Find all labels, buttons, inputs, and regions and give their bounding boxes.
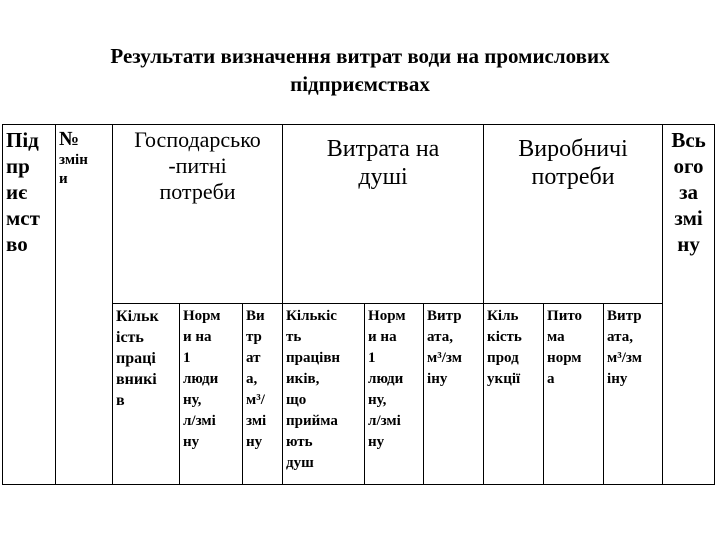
cell-text-line: ну — [246, 434, 263, 450]
enterprise-header — [3, 125, 56, 485]
cell-text-line: норм — [547, 350, 582, 366]
total-per-shift-header — [663, 125, 715, 485]
shifts-header — [56, 125, 113, 485]
title-line-2: підприємствах — [290, 72, 430, 96]
cell-text-line: ість — [116, 329, 144, 346]
cell-text-line: душі — [358, 164, 408, 190]
cell-text-line: Всь — [671, 128, 706, 152]
cell-text-line: Виробничі — [518, 136, 628, 162]
cell-text-line: ть — [286, 329, 302, 345]
cell-text-line: мст — [6, 206, 40, 230]
cell-text-line: іну — [607, 371, 628, 387]
cell-text-line: Норм — [368, 308, 406, 324]
production-consumption-subheader — [604, 304, 663, 485]
cell-text-line: Під — [6, 128, 39, 152]
cell-text-line: м³/зм — [607, 350, 642, 366]
cell-text-line: ата, — [607, 329, 633, 345]
cell-text-line: в — [116, 392, 125, 409]
cell-text-line: м³/зм — [427, 350, 462, 366]
cell-text-line: во — [6, 232, 28, 256]
cell-text-line: пр — [6, 154, 30, 178]
cell-text-line: ну — [183, 434, 200, 450]
cell-text-line: Витрата на — [326, 136, 440, 162]
title-line-1: Результати визначення витрат води на промислових — [110, 44, 610, 68]
cell-text-line: іну — [427, 371, 448, 387]
cell-text-line: м³/ — [246, 392, 265, 408]
cell-text-line: а, — [246, 371, 258, 387]
shower-consumption-subheader — [424, 304, 484, 485]
cell-text-line: змін — [59, 152, 88, 168]
cell-text-line: и — [59, 171, 68, 187]
cell-text-line: ата, — [427, 329, 453, 345]
water-consumption-table — [2, 124, 715, 485]
cell-text-line: укції — [487, 371, 521, 387]
cell-text-line: ну — [368, 434, 385, 450]
cell-text-line: ма — [547, 329, 565, 345]
product-count-header — [484, 304, 544, 485]
cell-text-line: ють — [286, 434, 313, 450]
cell-text-line: а — [547, 371, 555, 387]
cell-text-line: люди — [368, 371, 404, 387]
production-needs-header — [484, 125, 663, 304]
cell-text-line: душ — [286, 455, 314, 471]
cell-text-line: потреби — [531, 164, 615, 190]
cell-text-line: за — [679, 180, 699, 204]
cell-text-line: ну, — [368, 392, 387, 408]
cell-text-line: Кіль — [487, 308, 519, 324]
cell-text-line: Норм — [183, 308, 221, 324]
cell-text-line: 1 — [368, 350, 376, 366]
cell-text-line: ну — [677, 232, 700, 256]
cell-text-line: Витр — [607, 308, 642, 324]
household-needs-header — [113, 125, 283, 304]
cell-text-line: иків, — [286, 371, 320, 387]
household-consumption-header — [243, 304, 283, 485]
cell-text-line: -питні — [168, 153, 227, 178]
cell-text-line: змі — [674, 206, 703, 230]
specific-norm-header — [544, 304, 604, 485]
shower-consumption-header — [283, 125, 484, 304]
shower-norm-header — [365, 304, 424, 485]
cell-text-line: змі — [246, 413, 267, 429]
cell-text-line: Пито — [547, 308, 583, 324]
cell-text-line: Кількіс — [286, 308, 337, 324]
cell-text-line: № — [59, 128, 80, 150]
cell-text-line: Ви — [246, 308, 265, 324]
cell-text-line: що — [286, 392, 307, 408]
cell-text-line: ну, — [183, 392, 202, 408]
cell-text-line: ат — [246, 350, 261, 366]
workers-count-header — [113, 304, 180, 485]
cell-text-line: 1 — [183, 350, 191, 366]
cell-text-line: потреби — [159, 179, 236, 204]
cell-text-line: и на — [368, 329, 397, 345]
cell-text-line: кість — [487, 329, 522, 345]
cell-text-line: праці — [116, 350, 156, 367]
cell-text-line: люди — [183, 371, 219, 387]
cell-text-line: Витр — [427, 308, 462, 324]
cell-text-line: и на — [183, 329, 212, 345]
cell-text-line: ого — [673, 154, 704, 178]
cell-text-line: вникі — [116, 371, 157, 388]
norm-per-person-header — [180, 304, 243, 485]
cell-text-line: прийма — [286, 413, 338, 429]
cell-text-line: прод — [487, 350, 519, 366]
cell-text-line: працівн — [286, 350, 341, 366]
cell-text-line: л/змі — [183, 413, 216, 429]
shower-workers-header — [283, 304, 365, 485]
cell-text-line: Кільк — [116, 308, 159, 325]
cell-text-line: иє — [6, 180, 28, 204]
cell-text-line: тр — [246, 329, 262, 345]
cell-text-line: л/змі — [368, 413, 401, 429]
header-row — [3, 125, 715, 304]
cell-text-line: Господарсько — [134, 127, 261, 152]
document-title — [40, 42, 680, 98]
